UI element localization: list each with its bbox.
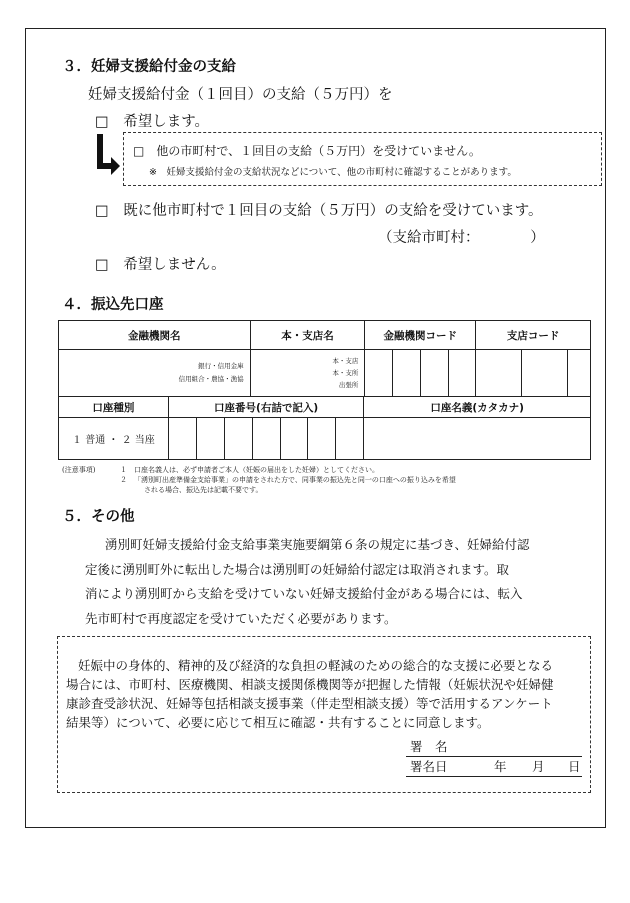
- bank-code-digit[interactable]: [365, 350, 393, 397]
- branch-code-header: 支店コード: [476, 321, 591, 350]
- section-3-heading: ３．妊婦支援給付金の支給: [62, 59, 236, 75]
- account-type-header: 口座種別: [59, 397, 169, 418]
- consent-line: 結果等）について、必要に応じて相互に確認・共有することに同意します。: [66, 715, 490, 730]
- bank-code-digit[interactable]: [421, 350, 449, 397]
- day-label: 日: [568, 759, 581, 774]
- para-line: 湧別町妊婦支援給付金支給事業実施要綱第６条の規定に基づき、妊婦給付認: [105, 537, 530, 552]
- account-number-digit[interactable]: [280, 418, 308, 460]
- account-name-field[interactable]: [364, 418, 591, 460]
- notes-label: (注意事項): [62, 466, 96, 474]
- payment-municipality-field[interactable]: （支給市町村： ）: [378, 230, 545, 246]
- option-not-want-checkbox[interactable]: □ 希望しません。: [95, 257, 226, 273]
- account-number-digit[interactable]: [196, 418, 224, 460]
- signature-date-label: 署名日: [410, 759, 448, 774]
- signature-label: 署 名: [410, 739, 448, 754]
- branch-code-digit[interactable]: [522, 350, 568, 397]
- bank-type-2: 信用組合・農協・漁協: [178, 375, 244, 383]
- option-already-received-checkbox[interactable]: □ 既に他市町村で１回目の支給（５万円）の支給を受けています。: [95, 203, 543, 219]
- account-number-header: 口座番号(右詰で記入): [168, 397, 364, 418]
- bank-name-header: 金融機関名: [59, 321, 251, 350]
- branch-code-digit[interactable]: [567, 350, 590, 397]
- branch-type-2: 本・支所: [332, 368, 359, 377]
- month-label: 月: [532, 759, 545, 774]
- notes-block: [58, 465, 456, 495]
- consent-line: 妊娠中の身体的、精神的及び経済的な負担の軽減のための総合的な支援に必要となる: [78, 658, 554, 673]
- bank-type-1: 銀行・信用金庫: [198, 362, 244, 370]
- section-5-paragraph: [75, 533, 575, 631]
- branch-code-digit[interactable]: [476, 350, 522, 397]
- account-number-digit[interactable]: [336, 418, 364, 460]
- para-line: 先市町村で再度認定を受けていただく必要があります。: [85, 610, 397, 626]
- option-want-checkbox[interactable]: □ 希望します。: [95, 114, 210, 130]
- section-3-lead: 妊婦支援給付金（１回目）の支給（５万円）を: [88, 87, 393, 103]
- account-number-digit[interactable]: [168, 418, 196, 460]
- branch-name-header: 本・支店名: [250, 321, 365, 350]
- branch-type-1: 本・支店: [332, 356, 359, 365]
- consent-text: [66, 656, 586, 732]
- account-name-header: 口座名義(カタカナ): [364, 397, 591, 418]
- note-1: 口座名義人は、必ず申請者ご本人（妊娠の届出をした妊婦）としてください。: [134, 466, 379, 474]
- bank-code-digit[interactable]: [449, 350, 476, 397]
- note-2b: される場合、振込先は記載不要です。: [144, 486, 263, 494]
- branch-type-3: 出張所: [338, 380, 359, 389]
- account-number-digit[interactable]: [224, 418, 252, 460]
- section-5-heading: ５．その他: [62, 509, 135, 525]
- signature-field[interactable]: [406, 737, 582, 757]
- consent-line: 場合には、市町村、医療機関、相談支援関係機関等が把握した情報（妊娠状況や妊婦健: [66, 677, 554, 692]
- arrow-down-right-icon: [94, 130, 124, 178]
- sub-condition-note: ※ 妊婦支援給付金の支給状況などについて、他の市町村に確認することがあります。: [149, 167, 517, 178]
- bank-name-cell[interactable]: [59, 350, 251, 397]
- signature-date-field[interactable]: [406, 757, 582, 777]
- para-line: 消により湧別町から支給を受けていない妊婦支援給付金がある場合には、転入: [85, 586, 523, 601]
- section-4-heading: ４．振込先口座: [62, 297, 164, 313]
- bank-code-header: 金融機関コード: [365, 321, 476, 350]
- bank-code-digit[interactable]: [393, 350, 421, 397]
- branch-name-cell[interactable]: [250, 350, 365, 397]
- para-line: 定後に湧別町外に転出した場合は湧別町の妊婦給付認定は取消されます。取: [85, 561, 510, 577]
- consent-line: 康診査受診状況、妊婦等包括相談支援事業（伴走型相談支援）等で活用するアンケート: [66, 696, 553, 711]
- note-2a: 「湧別町出産準備金支給事業」の申請をされた方で、同事業の振込先と同一の口座への振り込みを希望: [134, 476, 456, 484]
- account-detail-table: [58, 396, 591, 460]
- account-type-select[interactable]: １ 普通 ・ ２ 当座: [59, 418, 169, 460]
- note-number: ２: [120, 476, 127, 484]
- year-label: 年: [494, 759, 507, 774]
- account-number-digit[interactable]: [252, 418, 280, 460]
- account-number-digit[interactable]: [308, 418, 336, 460]
- sub-condition-checkbox[interactable]: □ 他の市町村で、１回目の支給（５万円）を受けていません。: [133, 144, 481, 158]
- note-number: １: [120, 466, 127, 474]
- bank-account-table: [58, 320, 591, 397]
